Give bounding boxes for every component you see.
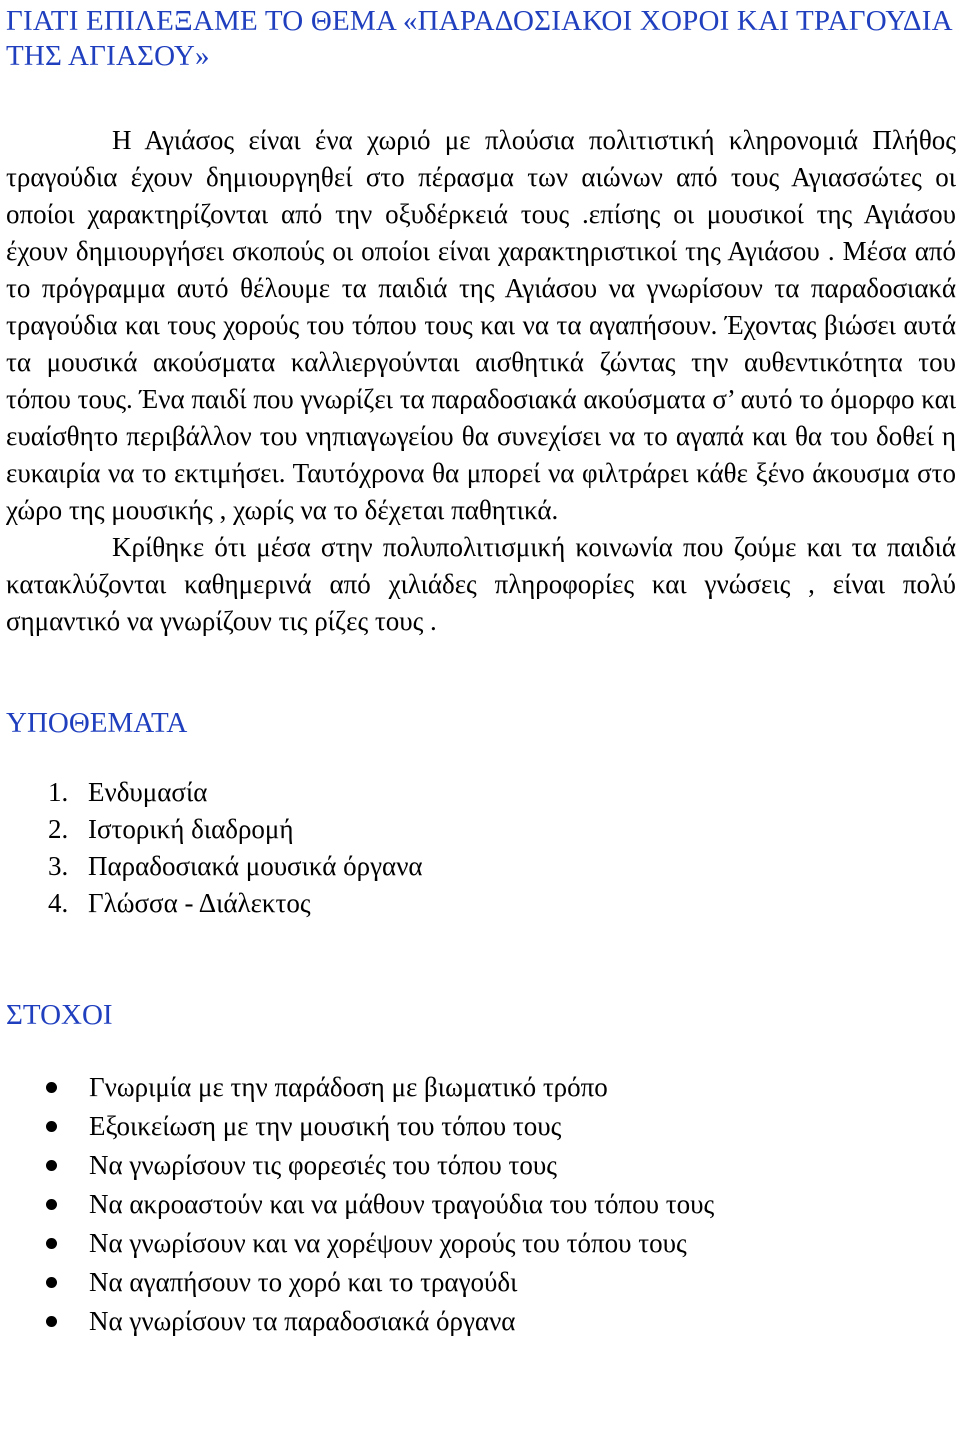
bullet-icon xyxy=(46,1121,57,1132)
list-item-number: 2. xyxy=(48,814,69,844)
list-item-text: Γνωριμία με την παράδοση με βιωματικό τρόπο xyxy=(89,1072,608,1102)
list-item-text: Να γνωρίσουν και να χορέψουν χορούς του τόπου τους xyxy=(89,1228,687,1258)
bullet-icon xyxy=(46,1277,57,1288)
list-item xyxy=(48,774,956,811)
goals-heading: ΣΤΟΧΟΙ xyxy=(6,999,113,1031)
list-item xyxy=(6,1263,956,1302)
list-item-text: Να ακροαστούν και να μάθουν τραγούδια του τόπου τους xyxy=(89,1189,715,1219)
list-item-text: Γλώσσα - Διάλεκτος xyxy=(88,888,311,918)
list-item xyxy=(48,885,956,922)
bullet-icon xyxy=(46,1199,57,1210)
document-title: ΓΙΑΤΙ ΕΠΙΛΕΞΑΜΕ ΤΟ ΘΕΜΑ «ΠΑΡΑΔΟΣΙΑΚΟΙ ΧΟΡΟΙ ΚΑΙ ΤΡΑΓΟΥΔΙΑ ΤΗΣ ΑΓΙΑΣΟΥ» xyxy=(6,5,952,72)
document-page xyxy=(6,0,956,1341)
goals-list xyxy=(6,1068,956,1341)
bullet-icon xyxy=(46,1238,57,1249)
list-item xyxy=(48,811,956,848)
subtopics-heading: ΥΠΟΘΕΜΑΤΑ xyxy=(6,707,188,739)
intro-paragraph: Η Αγιάσος είναι ένα χωριό με πλούσια πολιτιστική κληρονομιά Πλήθος τραγούδια έχουν δημιουργηθεί στο πέρασμα των αιώνων από τους Αγιασσώτες οι οποίοι χαρακτηρίζονται από την οξυδέρκειά τους .επίσης οι μουσικοί της Αγιάσου έχουν δημιουργήσει σκοπούς οι οποίοι είναι χαρακτηριστικοί της Αγιάσου . Μέσα από το πρόγραμμα αυτό θέλουμε τα παιδιά της Αγιάσου να γνωρίσουν τα παραδοσιακά τραγούδια και τους χορούς του τόπου τους και να τα αγαπήσουν. Έχοντας βιώσει αυτά τα μουσικά ακούσματα καλλιεργούνται αισθητικά ζώντας την αυθεντικότητα του τόπου τους. Ένα παιδί που γνωρίζει τα παραδοσιακά ακούσματα σ’ αυτό το όμορφο και ευαίσθητο περιβάλλον του νηπιαγωγείου θα συνεχίσει να το αγαπά και θα του δοθεί η ευκαιρία να το εκτιμήσει. Ταυτόχρονα θα μπορεί να φιλτράρει κάθε ξένο άκουσμα στο χώρο της μουσικής , χωρίς να το δέχεται παθητικά. xyxy=(6,125,956,525)
list-item-number: 4. xyxy=(48,888,69,918)
bullet-icon xyxy=(46,1316,57,1327)
list-item-text: Να γνωρίσουν τις φορεσιές του τόπου τους xyxy=(89,1150,557,1180)
list-item-text: Ιστορική διαδρομή xyxy=(88,814,294,844)
subtopics-list xyxy=(6,774,956,922)
rationale-paragraph: Κρίθηκε ότι μέσα στην πολυπολιτισμική κοινωνία που ζούμε και τα παιδιά κατακλύζονται καθημερινά από χιλιάδες πληροφορίες και γνώσεις , είναι πολύ σημαντικό να γνωρίζουν τις ρίζες τους . xyxy=(6,532,956,636)
list-item-text: Ενδυμασία xyxy=(88,777,208,807)
list-item-text: Να γνωρίσουν τα παραδοσιακά όργανα xyxy=(89,1306,516,1336)
list-item xyxy=(6,1185,956,1224)
list-item xyxy=(48,848,956,885)
list-item xyxy=(6,1068,956,1107)
list-item-text: Να αγαπήσουν το χορό και το τραγούδι xyxy=(89,1267,518,1297)
list-item-text: Εξοικείωση με την μουσική του τόπου τους xyxy=(89,1111,562,1141)
list-item xyxy=(6,1224,956,1263)
list-item-text: Παραδοσιακά μουσικά όργανα xyxy=(88,851,423,881)
bullet-icon xyxy=(46,1160,57,1171)
list-item-number: 1. xyxy=(48,777,69,807)
bullet-icon xyxy=(46,1082,57,1093)
list-item xyxy=(6,1107,956,1146)
list-item xyxy=(6,1146,956,1185)
list-item-number: 3. xyxy=(48,851,69,881)
list-item xyxy=(6,1302,956,1341)
